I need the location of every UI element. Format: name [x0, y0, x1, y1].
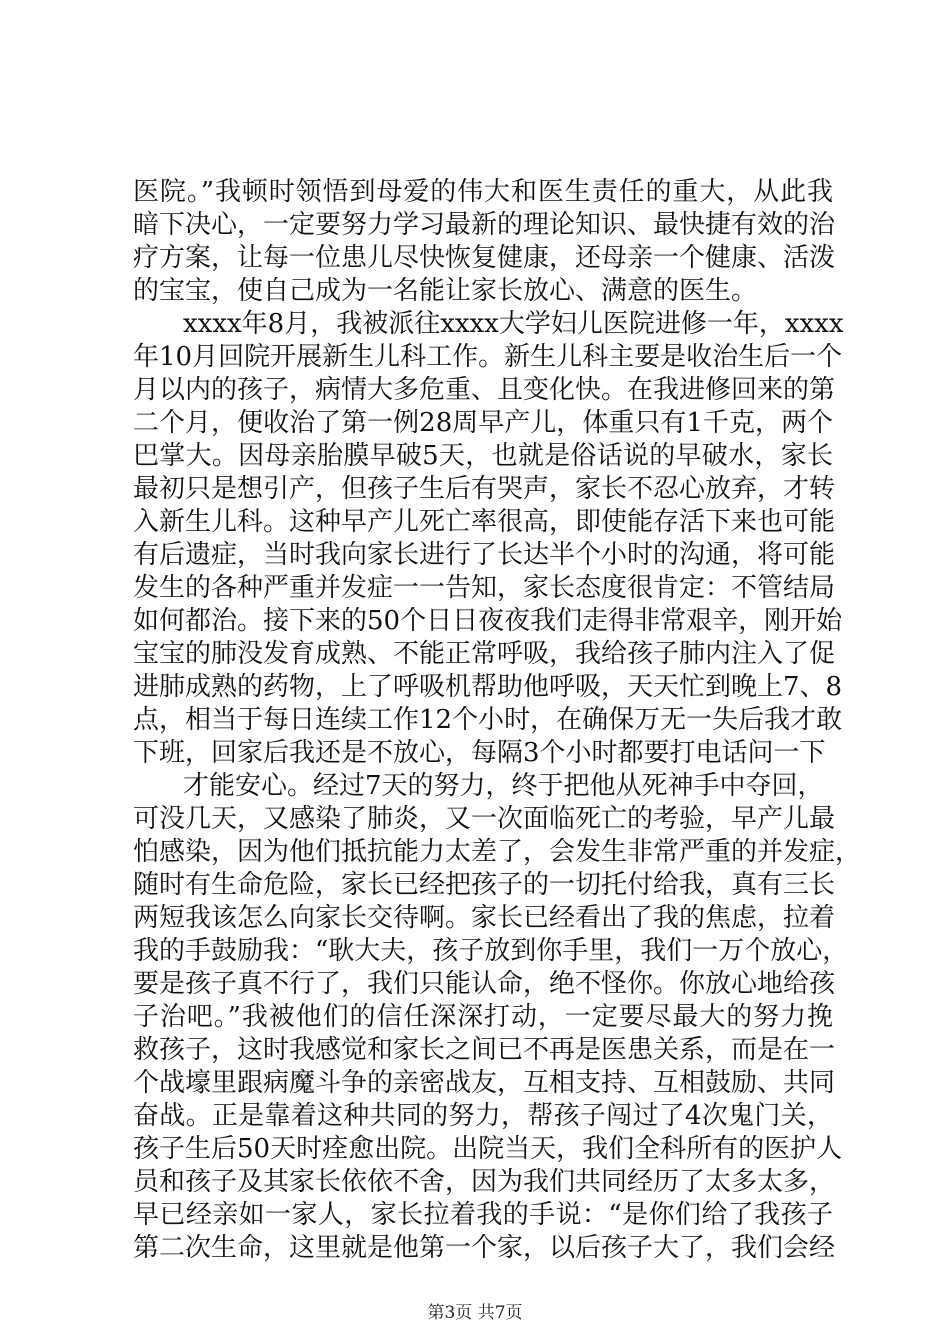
paragraph-first-line: 才能安心。经过7天的努力，终于把他从死神手中夺回， [183, 771, 824, 801]
paragraph-first-line: xxxx年8月，我被派往xxxx大学妇儿医院进修一年，xxxx [183, 309, 844, 339]
text-line: 早已经亲如一家人，家长拉着我的手说：“是你们给了我孩子 [133, 1200, 833, 1230]
text-line: 两短我该怎么向家长交待啊。家长已经看出了我的焦虑，拉着 [133, 903, 836, 933]
text-line: 如何都治。接下来的50个日日夜夜我们走得非常艰辛，刚开始 [133, 606, 843, 636]
text-line: 奋战。正是靠着这种共同的努力，帮孩子闯过了4次鬼门关， [133, 1101, 833, 1131]
text-line: 个战壕里跟病魔斗争的亲密战友，互相支持、互相鼓励、共同 [133, 1068, 836, 1098]
text-line: 暗下决心，一定要努力学习最新的理论知识、最快捷有效的治 [133, 210, 836, 240]
text-line: 进肺成熟的药物，上了呼吸机帮助他呼吸，天天忙到晚上7、8 [133, 672, 843, 702]
text-line: 有后遗症，当时我向家长进行了长达半个小时的沟通，将可能 [133, 540, 836, 570]
text-line: 的宝宝，使自己成为一名能让家长放心、满意的医生。 [133, 276, 758, 306]
text-line: 月以内的孩子，病情大多危重、且变化快。在我进修回来的第 [133, 375, 836, 405]
text-line: 随时有生命危险，家长已经把孩子的一切托付给我，真有三长 [133, 870, 836, 900]
text-line: 我的手鼓励我：“耿大夫，孩子放到你手里，我们一万个放心， [133, 936, 849, 966]
text-line: 最初只是想引产，但孩子生后有哭声，家长不忍心放弃，才转 [133, 474, 836, 504]
text-line: 巴掌大。因母亲胎膜早破5天，也就是俗话说的早破水，家长 [133, 441, 833, 471]
text-line: 下班，回家后我还是不放心，每隔3个小时都要打电话问一下 [133, 738, 826, 768]
text-line: 疗方案，让每一位患儿尽快恢复健康，还母亲一个健康、活泼 [133, 243, 836, 273]
text-line: 点，相当于每日连续工作12个小时，在确保万无一失后我才敢 [133, 705, 843, 735]
text-line: 第二次生命，这里就是他第一个家，以后孩子大了，我们会经 [133, 1233, 836, 1263]
text-line: 宝宝的肺没发育成熟、不能正常呼吸，我给孩子肺内注入了促 [133, 639, 836, 669]
text-line: 年10月回院开展新生儿科工作。新生儿科主要是收治生后一个 [133, 342, 843, 372]
text-line: 子治吧。”我被他们的信任深深打动，一定要尽最大的努力挽 [133, 1002, 833, 1032]
text-line: 孩子生后50天时痊愈出院。出院当天，我们全科所有的医护人 [133, 1134, 843, 1164]
text-line: 入新生儿科。这种早产儿死亡率很高，即使能存活下来也可能 [133, 507, 836, 537]
text-line: 可没几天，又感染了肺炎，又一次面临死亡的考验，早产儿最 [133, 804, 836, 834]
text-line: 怕感染，因为他们抵抗能力太差了，会发生非常严重的并发症， [133, 837, 862, 867]
text-line: 救孩子，这时我感觉和家长之间已不再是医患关系，而是在一 [133, 1035, 836, 1065]
text-line: 二个月，便收治了第一例28周早产儿，体重只有1千克，两个 [133, 408, 833, 438]
text-line: 医院。”我顿时领悟到母爱的伟大和医生责任的重大，从此我 [133, 177, 833, 207]
text-line: 员和孩子及其家长依依不舍，因为我们共同经历了太多太多， [133, 1167, 836, 1197]
page-number-footer: 第3页 共7页 [427, 1303, 523, 1323]
text-line: 发生的各种严重并发症一一告知，家长态度很肯定：不管结局 [133, 573, 836, 603]
text-line: 要是孩子真不行了，我们只能认命，绝不怪你。你放心地给孩 [133, 969, 836, 999]
